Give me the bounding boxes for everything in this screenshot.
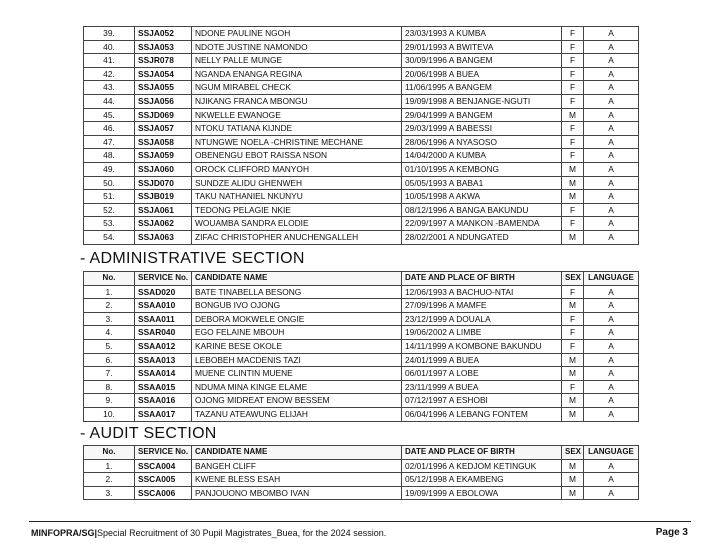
- service-number: SSAR040: [135, 326, 192, 340]
- language: A: [584, 149, 639, 163]
- audit-section-title: - AUDIT SECTION: [80, 425, 217, 442]
- language: A: [584, 176, 639, 190]
- service-number: SSJA058: [135, 135, 192, 149]
- table-row: [84, 380, 639, 394]
- candidate-name: WOUAMBA SANDRA ELODIE: [192, 217, 402, 231]
- header-candidate-name: CANDIDATE NAME: [192, 272, 402, 286]
- sex: M: [562, 459, 584, 473]
- table-row: [84, 407, 639, 421]
- language: A: [584, 326, 639, 340]
- language: A: [584, 217, 639, 231]
- date-place-of-birth: 19/06/2002 A LIMBE: [402, 326, 562, 340]
- administrative-section-table: [83, 271, 639, 422]
- sex: F: [562, 312, 584, 326]
- table-row: [84, 27, 639, 41]
- table-row: [84, 40, 639, 54]
- language: A: [584, 312, 639, 326]
- row-number: 39.: [84, 27, 135, 41]
- date-place-of-birth: 19/09/1998 A BENJANGE-NGUTI: [402, 94, 562, 108]
- sex: M: [562, 230, 584, 244]
- footer-org: MINFOPRA/SG: [31, 528, 95, 538]
- row-number: 54.: [84, 230, 135, 244]
- sex: M: [562, 108, 584, 122]
- candidate-name: KWENE BLESS ESAH: [192, 473, 402, 487]
- candidate-name: OJONG MIDREAT ENOW BESSEM: [192, 394, 402, 408]
- table-row: [84, 108, 639, 122]
- footer-separator: |: [94, 528, 98, 538]
- date-place-of-birth: 22/09/1997 A MANKON -BAMENDA: [402, 217, 562, 231]
- sex: M: [562, 407, 584, 421]
- header-language: LANGUAGE: [584, 272, 639, 286]
- page-number: Page 3: [655, 527, 688, 538]
- candidate-name: BONGUB IVO OJONG: [192, 299, 402, 313]
- date-place-of-birth: 23/03/1993 A KUMBA: [402, 27, 562, 41]
- row-number: 44.: [84, 94, 135, 108]
- row-number: 7.: [84, 367, 135, 381]
- language: A: [584, 122, 639, 136]
- language: A: [584, 203, 639, 217]
- language: A: [584, 67, 639, 81]
- service-number: SSAA013: [135, 353, 192, 367]
- row-number: 2.: [84, 473, 135, 487]
- language: A: [584, 486, 639, 500]
- candidate-name: DEBORA MOKWELE ONGIE: [192, 312, 402, 326]
- language: A: [584, 299, 639, 313]
- date-place-of-birth: 06/04/1996 A LEBANG FONTEM: [402, 407, 562, 421]
- candidate-name: BATE TINABELLA BESONG: [192, 285, 402, 299]
- date-place-of-birth: 06/01/1997 A LOBE: [402, 367, 562, 381]
- date-place-of-birth: 05/05/1993 A BABA1: [402, 176, 562, 190]
- language: A: [584, 394, 639, 408]
- row-number: 2.: [84, 299, 135, 313]
- service-number: SSJA053: [135, 40, 192, 54]
- language: A: [584, 380, 639, 394]
- table-row: [84, 299, 639, 313]
- sex: F: [562, 149, 584, 163]
- service-number: SSAA015: [135, 380, 192, 394]
- sex: F: [562, 54, 584, 68]
- sex: F: [562, 135, 584, 149]
- language: A: [584, 135, 639, 149]
- service-number: SSCA005: [135, 473, 192, 487]
- service-number: SSJA052: [135, 27, 192, 41]
- date-place-of-birth: 27/09/1996 A MAMFE: [402, 299, 562, 313]
- footer-text: Special Recruitment of 30 Pupil Magistrates_Buea, for the 2024 session.: [97, 528, 387, 538]
- administrative-section-title: - ADMINISTRATIVE SECTION: [80, 250, 305, 267]
- row-number: 43.: [84, 81, 135, 95]
- service-number: SSCA004: [135, 459, 192, 473]
- table-row: [84, 473, 639, 487]
- sex: F: [562, 380, 584, 394]
- row-number: 46.: [84, 122, 135, 136]
- candidate-name: TAZANU ATEAWUNG ELIJAH: [192, 407, 402, 421]
- header-date-place-birth: DATE AND PLACE OF BIRTH: [402, 272, 562, 286]
- language: A: [584, 81, 639, 95]
- candidate-name: NDOTE JUSTINE NAMONDO: [192, 40, 402, 54]
- service-number: SSJA061: [135, 203, 192, 217]
- table-row: [84, 230, 639, 244]
- sex: F: [562, 217, 584, 231]
- service-number: SSAA014: [135, 367, 192, 381]
- sex: M: [562, 353, 584, 367]
- sex: F: [562, 27, 584, 41]
- language: A: [584, 459, 639, 473]
- service-number: SSJA060: [135, 162, 192, 176]
- header-sex: SEX: [562, 446, 584, 460]
- row-number: 9.: [84, 394, 135, 408]
- candidate-name: NTOKU TATIANA KIJNDE: [192, 122, 402, 136]
- date-place-of-birth: 24/01/1999 A BUEA: [402, 353, 562, 367]
- service-number: SSAA012: [135, 339, 192, 353]
- language: A: [584, 353, 639, 367]
- date-place-of-birth: 28/06/1996 A NYASOSO: [402, 135, 562, 149]
- table-row: [84, 339, 639, 353]
- candidate-name: PANJOUONO MBOMBO IVAN: [192, 486, 402, 500]
- candidate-name: OBENENGU EBOT RAISSA NSON: [192, 149, 402, 163]
- candidate-name: NGUM MIRABEL CHECK: [192, 81, 402, 95]
- table-row: [84, 94, 639, 108]
- table-header-row: [84, 272, 639, 286]
- row-number: 3.: [84, 312, 135, 326]
- candidate-name: SUNDZE ALIDU GHENWEH: [192, 176, 402, 190]
- language: A: [584, 27, 639, 41]
- table-row: [84, 326, 639, 340]
- date-place-of-birth: 01/10/1995 A KEMBONG: [402, 162, 562, 176]
- candidate-name: NJIKANG FRANCA MBONGU: [192, 94, 402, 108]
- table-row: [84, 203, 639, 217]
- header-service-no: SERVICE No.: [135, 272, 192, 286]
- service-number: SSJA063: [135, 230, 192, 244]
- sex: F: [562, 339, 584, 353]
- row-number: 49.: [84, 162, 135, 176]
- row-number: 6.: [84, 353, 135, 367]
- candidate-name: NDUMA MINA KINGE ELAME: [192, 380, 402, 394]
- language: A: [584, 473, 639, 487]
- sex: M: [562, 190, 584, 204]
- table-header-row: [84, 446, 639, 460]
- row-number: 3.: [84, 486, 135, 500]
- service-number: SSJD069: [135, 108, 192, 122]
- sex: M: [562, 473, 584, 487]
- header-no: No.: [84, 272, 135, 286]
- row-number: 53.: [84, 217, 135, 231]
- date-place-of-birth: 07/12/1997 A ESHOBI: [402, 394, 562, 408]
- sex: F: [562, 81, 584, 95]
- table-row: [84, 135, 639, 149]
- row-number: 4.: [84, 326, 135, 340]
- table-row: [84, 54, 639, 68]
- service-number: SSJR078: [135, 54, 192, 68]
- sex: M: [562, 176, 584, 190]
- row-number: 42.: [84, 67, 135, 81]
- language: A: [584, 230, 639, 244]
- header-language: LANGUAGE: [584, 446, 639, 460]
- candidate-name: TAKU NATHANIEL NKUNYU: [192, 190, 402, 204]
- language: A: [584, 40, 639, 54]
- sex: F: [562, 285, 584, 299]
- table-row: [84, 486, 639, 500]
- candidate-name: ZIFAC CHRISTOPHER ANUCHENGALLEH: [192, 230, 402, 244]
- service-number: SSJD070: [135, 176, 192, 190]
- row-number: 45.: [84, 108, 135, 122]
- candidate-name: NKWELLE EWANOGE: [192, 108, 402, 122]
- date-place-of-birth: 28/02/2001 A NDUNGATED: [402, 230, 562, 244]
- service-number: SSJA057: [135, 122, 192, 136]
- service-number: SSAA011: [135, 312, 192, 326]
- language: A: [584, 54, 639, 68]
- date-place-of-birth: 08/12/1996 A BANGA BAKUNDU: [402, 203, 562, 217]
- header-date-place-birth: DATE AND PLACE OF BIRTH: [402, 446, 562, 460]
- sex: M: [562, 367, 584, 381]
- sex: F: [562, 94, 584, 108]
- row-number: 5.: [84, 339, 135, 353]
- table-body: [84, 27, 639, 245]
- service-number: SSAA010: [135, 299, 192, 313]
- candidate-name: NDONE PAULINE NGOH: [192, 27, 402, 41]
- table-row: [84, 122, 639, 136]
- date-place-of-birth: 20/06/1998 A BUEA: [402, 67, 562, 81]
- table-row: [84, 190, 639, 204]
- table-row: [84, 367, 639, 381]
- service-number: SSCA006: [135, 486, 192, 500]
- date-place-of-birth: 10/05/1998 A AKWA: [402, 190, 562, 204]
- service-number: SSJA054: [135, 67, 192, 81]
- header-candidate-name: CANDIDATE NAME: [192, 446, 402, 460]
- date-place-of-birth: 30/09/1996 A BANGEM: [402, 54, 562, 68]
- sex: M: [562, 486, 584, 500]
- language: A: [584, 162, 639, 176]
- candidate-name: OROCK CLIFFORD MANYOH: [192, 162, 402, 176]
- date-place-of-birth: 29/01/1993 A BWITEVA: [402, 40, 562, 54]
- date-place-of-birth: 11/06/1995 A BANGEM: [402, 81, 562, 95]
- candidate-name: NELLY PALLE MUNGE: [192, 54, 402, 68]
- table-body: [84, 459, 639, 500]
- service-number: SSJB019: [135, 190, 192, 204]
- sex: F: [562, 122, 584, 136]
- table-row: [84, 394, 639, 408]
- language: A: [584, 285, 639, 299]
- table-row: [84, 67, 639, 81]
- row-number: 8.: [84, 380, 135, 394]
- table-row: [84, 459, 639, 473]
- candidate-name: EGO FELAINE MBOUH: [192, 326, 402, 340]
- candidate-name: MUENE CLINTIN MUENE: [192, 367, 402, 381]
- header-no: No.: [84, 446, 135, 460]
- language: A: [584, 407, 639, 421]
- language: A: [584, 108, 639, 122]
- date-place-of-birth: 14/11/1999 A KOMBONE BAKUNDU: [402, 339, 562, 353]
- row-number: 50.: [84, 176, 135, 190]
- service-number: SSJA056: [135, 94, 192, 108]
- date-place-of-birth: 19/09/1999 A EBOLOWA: [402, 486, 562, 500]
- language: A: [584, 190, 639, 204]
- date-place-of-birth: 29/03/1999 A BABESSI: [402, 122, 562, 136]
- candidates-table-continuation: [83, 26, 639, 245]
- sex: F: [562, 203, 584, 217]
- table-row: [84, 285, 639, 299]
- date-place-of-birth: 02/01/1996 A KEDJOM KETINGUK: [402, 459, 562, 473]
- service-number: SSAD020: [135, 285, 192, 299]
- header-service-no: SERVICE No.: [135, 446, 192, 460]
- audit-section-table: [83, 445, 639, 500]
- candidate-name: LEBOBEH MACDENIS TAZI: [192, 353, 402, 367]
- row-number: 10.: [84, 407, 135, 421]
- table-row: [84, 217, 639, 231]
- date-place-of-birth: 23/11/1999 A BUEA: [402, 380, 562, 394]
- header-sex: SEX: [562, 272, 584, 286]
- date-place-of-birth: 14/04/2000 A KUMBA: [402, 149, 562, 163]
- service-number: SSJA062: [135, 217, 192, 231]
- sex: M: [562, 394, 584, 408]
- date-place-of-birth: 12/06/1993 A BACHUO-NTAI: [402, 285, 562, 299]
- row-number: 51.: [84, 190, 135, 204]
- candidate-name: BANGEH CLIFF: [192, 459, 402, 473]
- table-row: [84, 176, 639, 190]
- language: A: [584, 339, 639, 353]
- table-row: [84, 353, 639, 367]
- service-number: SSAA016: [135, 394, 192, 408]
- row-number: 48.: [84, 149, 135, 163]
- language: A: [584, 94, 639, 108]
- row-number: 40.: [84, 40, 135, 54]
- row-number: 41.: [84, 54, 135, 68]
- row-number: 1.: [84, 459, 135, 473]
- sex: F: [562, 40, 584, 54]
- date-place-of-birth: 29/04/1999 A BANGEM: [402, 108, 562, 122]
- sex: M: [562, 299, 584, 313]
- sex: F: [562, 67, 584, 81]
- row-number: 52.: [84, 203, 135, 217]
- sex: M: [562, 162, 584, 176]
- candidate-name: NGANDA ENANGA REGINA: [192, 67, 402, 81]
- candidate-name: KARINE BESE OKOLE: [192, 339, 402, 353]
- table-body: [84, 285, 639, 421]
- candidate-name: TEDONG PELAGIE NKIE: [192, 203, 402, 217]
- service-number: SSAA017: [135, 407, 192, 421]
- date-place-of-birth: 05/12/1998 A EKAMBENG: [402, 473, 562, 487]
- table-row: [84, 81, 639, 95]
- service-number: SSJA059: [135, 149, 192, 163]
- date-place-of-birth: 23/12/1999 A DOUALA: [402, 312, 562, 326]
- table-row: [84, 312, 639, 326]
- table-row: [84, 149, 639, 163]
- table-row: [84, 162, 639, 176]
- service-number: SSJA055: [135, 81, 192, 95]
- footer: [31, 528, 386, 538]
- footer-divider: [29, 521, 691, 522]
- row-number: 1.: [84, 285, 135, 299]
- row-number: 47.: [84, 135, 135, 149]
- sex: F: [562, 326, 584, 340]
- language: A: [584, 367, 639, 381]
- candidate-name: NTUNGWE NOELA -CHRISTINE MECHANE: [192, 135, 402, 149]
